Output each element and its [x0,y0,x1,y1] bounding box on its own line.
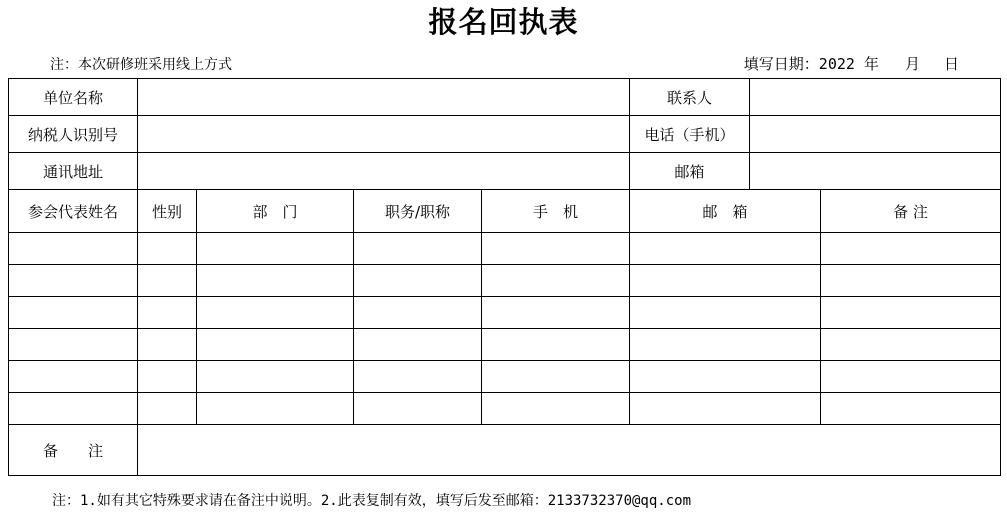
cell-email[interactable] [630,297,821,329]
label-remark: 备 注 [9,425,138,476]
cell-email[interactable] [630,361,821,393]
col-header-position: 职务/职称 [354,190,482,233]
table-row [9,393,1001,425]
date-label: 填写日期： [743,55,819,73]
cell-name[interactable] [9,233,138,265]
date-day-unit: 日 [943,55,959,73]
cell-mobile[interactable] [482,233,630,265]
cell-department[interactable] [197,329,354,361]
label-unit-name: 单位名称 [9,79,138,116]
info-row-unit [9,79,1001,116]
cell-mobile[interactable] [482,361,630,393]
col-header-department: 部 门 [197,190,354,233]
cell-position[interactable] [354,233,482,265]
cell-gender[interactable] [138,233,197,265]
cell-mobile[interactable] [482,265,630,297]
cell-name[interactable] [9,265,138,297]
cell-gender[interactable] [138,329,197,361]
cell-gender[interactable] [138,265,197,297]
label-phone: 电话（手机） [630,116,750,153]
table-row [9,361,1001,393]
cell-position[interactable] [354,297,482,329]
label-contact: 联系人 [630,79,750,116]
cell-position[interactable] [354,393,482,425]
remark-row [9,425,1001,476]
col-header-mobile: 手 机 [482,190,630,233]
field-tax-id[interactable] [138,116,630,153]
field-phone[interactable] [750,116,1001,153]
cell-gender[interactable] [138,361,197,393]
date-year-unit: 年 [863,55,879,73]
cell-email[interactable] [630,265,821,297]
cell-mobile[interactable] [482,329,630,361]
cell-email[interactable] [630,233,821,265]
table-row [9,329,1001,361]
top-note: 注：本次研修班采用线上方式 [50,57,232,73]
bottom-note: 注：1.如有其它特殊要求请在备注中说明。2.此表复制有效，填写后发至邮箱：2133732370@qq.com [52,493,692,509]
page-title: 报名回执表 [428,5,579,39]
cell-gender[interactable] [138,393,197,425]
col-header-name: 参会代表姓名 [9,190,138,233]
cell-department[interactable] [197,233,354,265]
attendee-header-row [9,190,1001,233]
table-row [9,233,1001,265]
cell-position[interactable] [354,361,482,393]
cell-name[interactable] [9,329,138,361]
cell-remark[interactable] [821,297,1001,329]
fill-date [744,54,959,74]
cell-mobile[interactable] [482,297,630,329]
cell-name[interactable] [9,393,138,425]
field-unit-name[interactable] [138,79,630,116]
date-year: 2022 [818,55,855,73]
cell-email[interactable] [630,393,821,425]
cell-gender[interactable] [138,297,197,329]
registration-form-table [8,78,1001,476]
field-address[interactable] [138,153,630,190]
col-header-gender: 性别 [138,190,197,233]
cell-remark[interactable] [821,361,1001,393]
cell-department[interactable] [197,361,354,393]
cell-name[interactable] [9,361,138,393]
table-row [9,265,1001,297]
label-address: 通讯地址 [9,153,138,190]
cell-name[interactable] [9,297,138,329]
label-tax-id: 纳税人识别号 [9,116,138,153]
field-contact[interactable] [750,79,1001,116]
cell-department[interactable] [197,297,354,329]
label-email: 邮箱 [630,153,750,190]
date-month-unit: 月 [904,55,920,73]
table-row [9,297,1001,329]
cell-department[interactable] [197,265,354,297]
cell-remark[interactable] [821,393,1001,425]
cell-email[interactable] [630,329,821,361]
cell-position[interactable] [354,329,482,361]
cell-remark[interactable] [821,265,1001,297]
cell-remark[interactable] [821,233,1001,265]
col-header-email: 邮 箱 [630,190,821,233]
cell-remark[interactable] [821,329,1001,361]
field-email[interactable] [750,153,1001,190]
cell-position[interactable] [354,265,482,297]
cell-department[interactable] [197,393,354,425]
info-row-tax [9,116,1001,153]
cell-mobile[interactable] [482,393,630,425]
col-header-remark: 备 注 [821,190,1001,233]
info-row-address [9,153,1001,190]
field-remark[interactable] [138,425,1001,476]
